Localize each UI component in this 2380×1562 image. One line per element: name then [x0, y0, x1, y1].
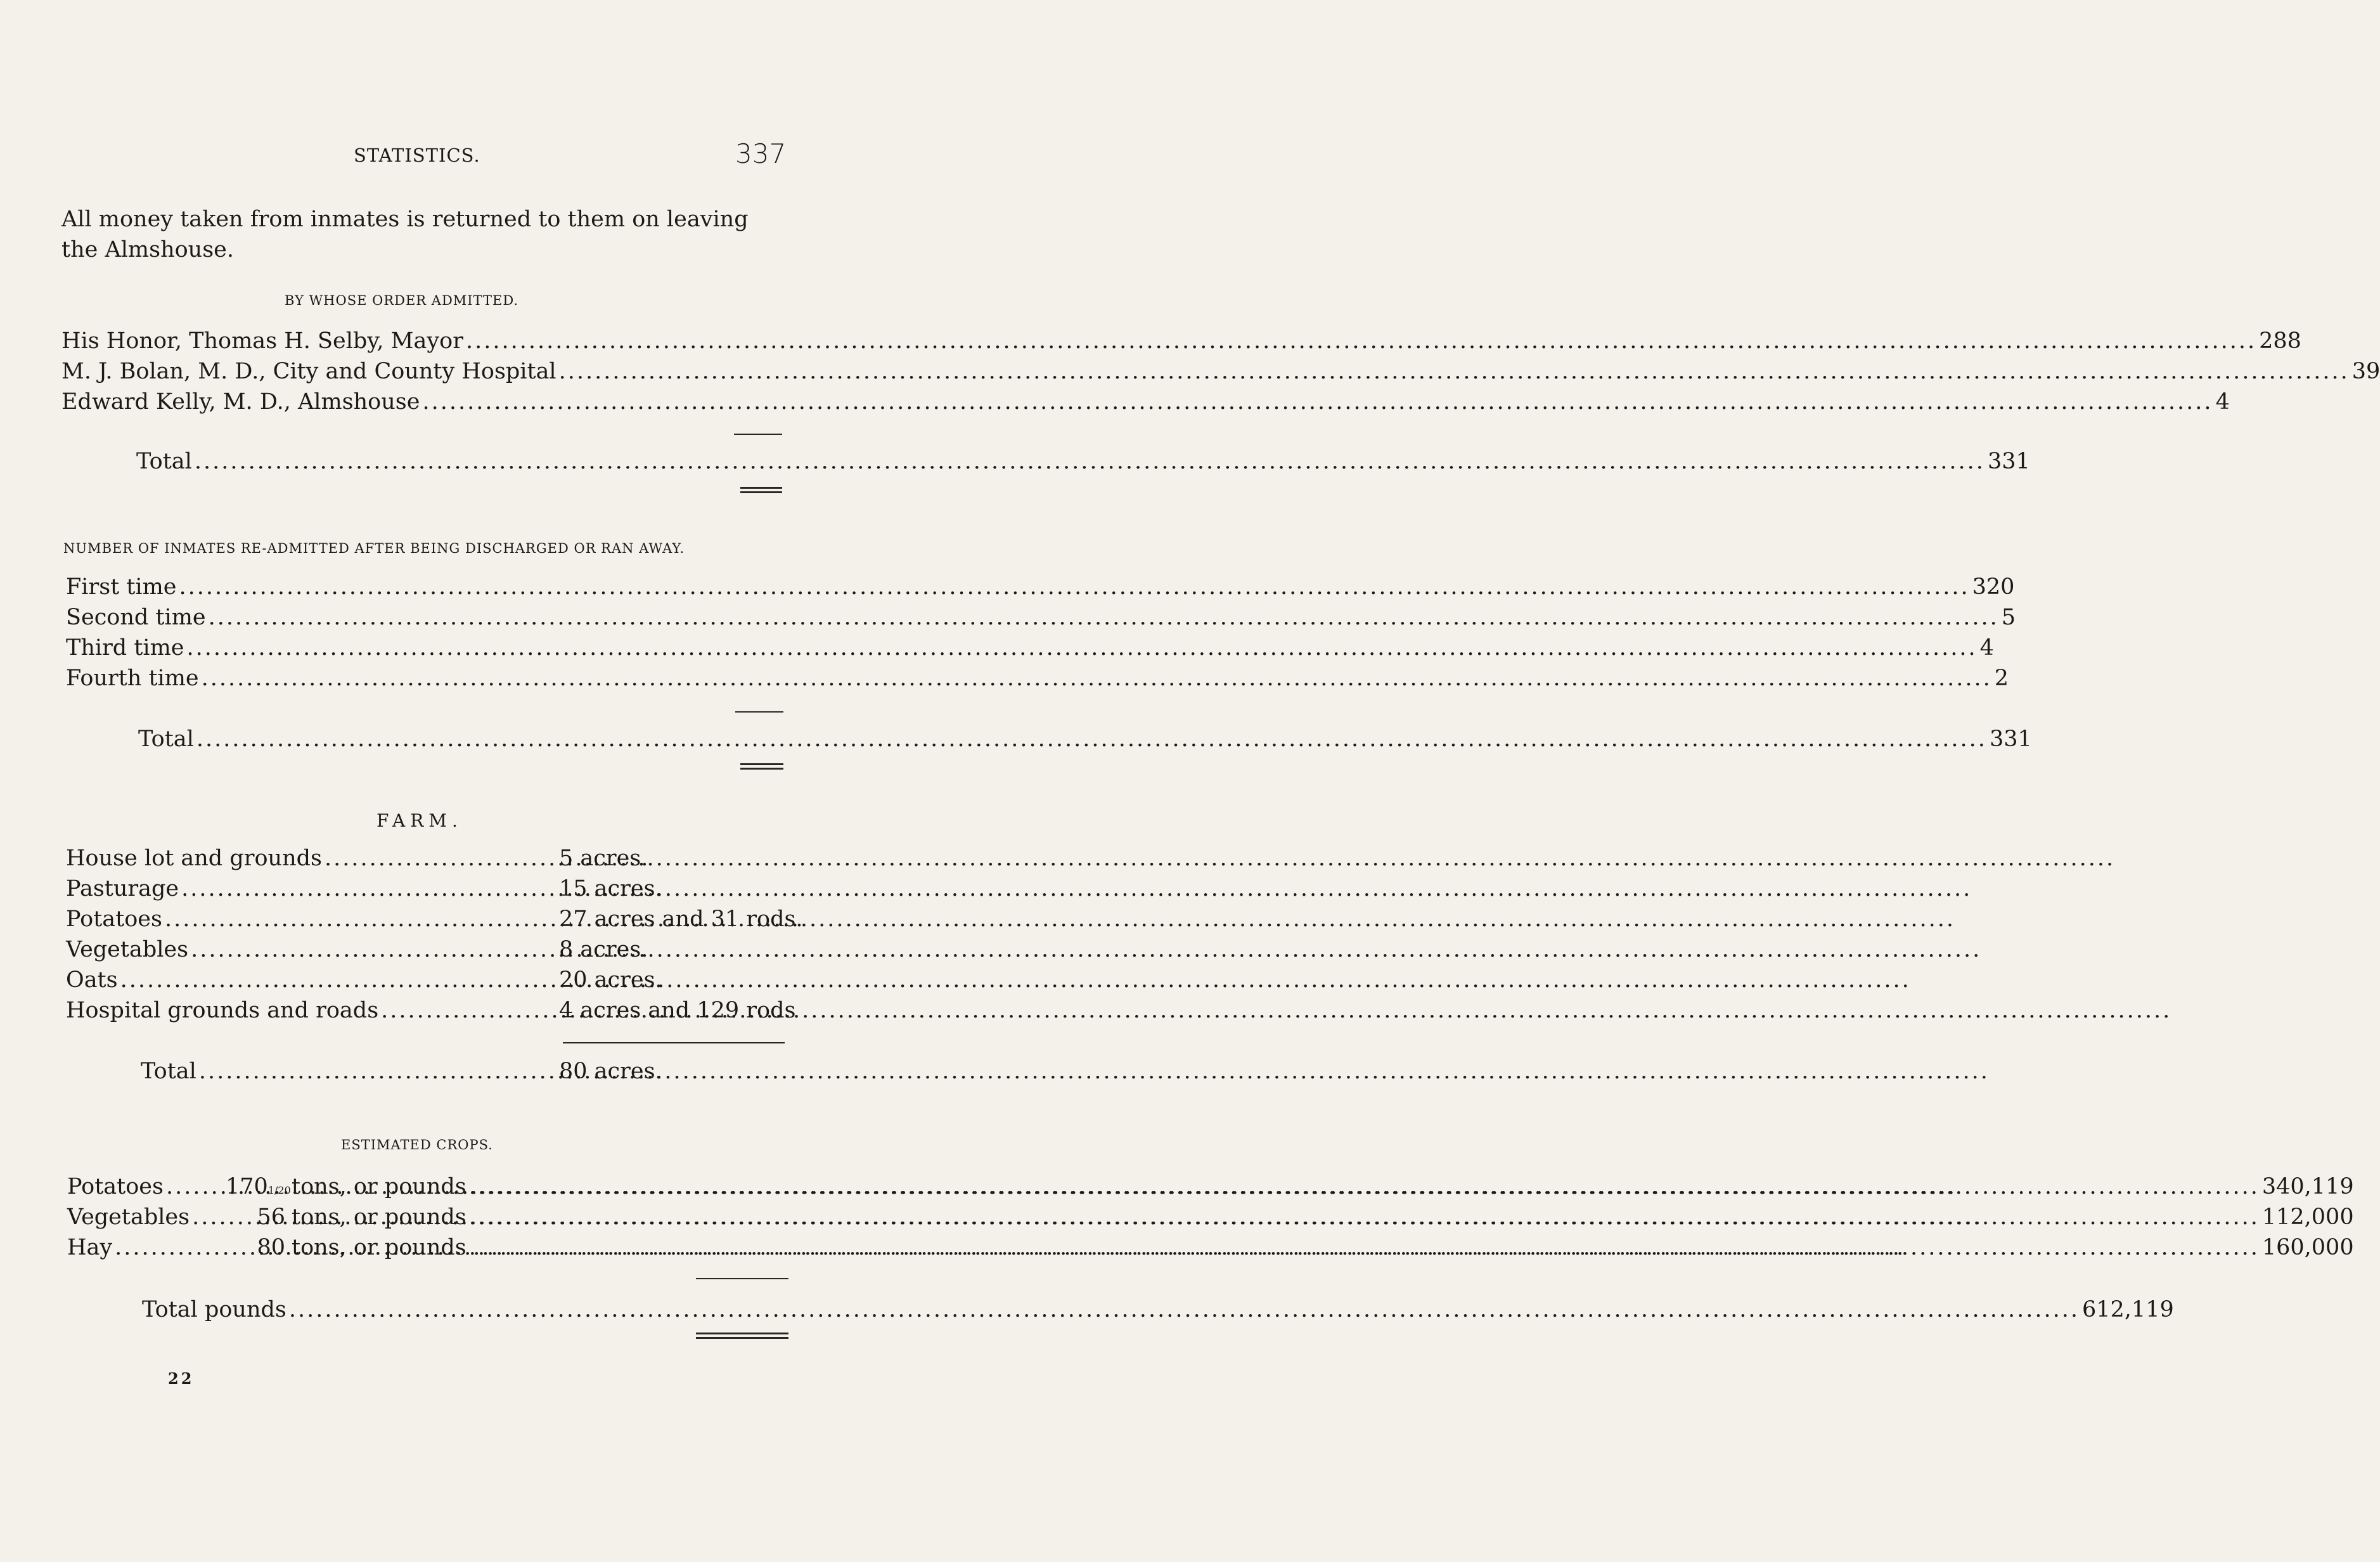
farm-total-label-group [141, 1059, 559, 1084]
farm-label: Oats [66, 967, 118, 993]
farm-section-title: FARM. [376, 810, 463, 831]
admitted-row [61, 359, 2380, 384]
readmitted-section-title: NUMBER OF INMATES RE-ADMITTED AFTER BEING DISCHARGED OR RAN AWAY. [63, 541, 685, 556]
crop-pounds: 112,000 [2261, 1204, 2354, 1230]
tons-value: 170 [226, 1174, 268, 1199]
farm-label: Hospital grounds and roads [66, 998, 379, 1023]
readmitted-row [66, 635, 1994, 661]
crop-unit: tons, or pounds [292, 1235, 466, 1260]
crop-unit: tons, or pounds [292, 1174, 466, 1199]
farm-label-group [66, 967, 559, 993]
leader-dots [289, 1297, 2080, 1322]
leader-dots [466, 328, 2256, 354]
farm-row [66, 967, 792, 993]
leader-dots [469, 1174, 2260, 1199]
total-label: Total [136, 449, 192, 474]
sum-rule [563, 1042, 785, 1043]
readmitted-label: Fourth time [66, 666, 199, 691]
crop-tons: 80 [257, 1235, 285, 1260]
sum-rule [735, 711, 783, 713]
intro-paragraph [61, 204, 784, 265]
farm-label-group [66, 876, 559, 901]
readmitted-row [66, 574, 2015, 600]
farm-label: Pasturage [66, 876, 179, 901]
admitted-value: 288 [2259, 328, 2301, 354]
crop-unit: tons, or pounds [292, 1204, 466, 1230]
leader-dots [165, 907, 1955, 932]
farm-label: House lot and grounds [66, 846, 322, 871]
crops-section-title: ESTIMATED CROPS. [341, 1137, 493, 1152]
farm-label-group [66, 937, 559, 962]
signature-mark: 22 [168, 1369, 195, 1388]
farm-row [66, 937, 792, 962]
leader-dots [209, 605, 1999, 630]
farm-label-group [66, 907, 559, 932]
leader-dots [191, 937, 1981, 962]
farm-value: 5 acres. [559, 846, 648, 871]
crop-label-group [67, 1235, 226, 1260]
farm-value: 27 acres and 31 rods. [559, 907, 803, 932]
leader-dots [469, 1204, 2260, 1230]
readmitted-value: 4 [1979, 635, 1994, 661]
total-value: 331 [1989, 726, 2032, 752]
farm-label: Vegetables [66, 937, 189, 962]
intro-line-2: the Almshouse. [61, 237, 235, 262]
admitted-label: M. J. Bolan, M. D., City and County Hospital [61, 359, 556, 384]
crop-label: Potatoes [67, 1174, 164, 1199]
total-label: Total pounds [142, 1297, 286, 1322]
leader-dots [120, 967, 1911, 993]
crop-unit-group [292, 1174, 2262, 1199]
crops-total-row [142, 1297, 2174, 1322]
crop-tons: 56 [257, 1204, 285, 1230]
crop-label: Vegetables [67, 1204, 190, 1230]
admitted-row [61, 328, 2301, 354]
double-rule [696, 1333, 788, 1334]
total-value: 331 [1987, 449, 2030, 474]
farm-row [66, 998, 796, 1023]
sum-rule [696, 1278, 788, 1279]
farm-total-row [141, 1059, 792, 1084]
readmitted-label: Third time [66, 635, 184, 661]
leader-dots [202, 666, 1992, 691]
intro-line-1: All money taken from inmates is returned to them on leaving [61, 207, 749, 232]
admitted-value: 39 [2351, 359, 2380, 384]
total-label: Total [138, 726, 194, 752]
crop-pounds: 160,000 [2261, 1235, 2354, 1260]
farm-value: 20 acres. [559, 967, 662, 993]
farm-label-group [66, 846, 559, 871]
leader-dots [179, 574, 1970, 600]
readmitted-label: First time [66, 574, 177, 600]
sum-rule [734, 434, 782, 435]
double-rule [740, 491, 782, 493]
crop-label: Hay [67, 1235, 113, 1260]
leader-dots [559, 359, 2350, 384]
farm-value: 15 acres. [559, 876, 662, 901]
crop-label-group [67, 1174, 226, 1199]
farm-row [66, 846, 792, 871]
crops-row [67, 1235, 2354, 1260]
leader-dots [195, 449, 1985, 474]
crops-row [67, 1174, 2354, 1199]
crop-label-group [67, 1204, 226, 1230]
leader-dots [196, 726, 1987, 752]
running-head: STATISTICS. [354, 145, 480, 166]
readmitted-label: Second time [66, 605, 206, 630]
crop-unit-group [292, 1235, 2262, 1260]
leader-dots [422, 389, 2213, 415]
admitted-value: 4 [2215, 389, 2230, 415]
admitted-total-row [136, 449, 2030, 474]
total-value: 80 acres. [559, 1059, 662, 1084]
admitted-label: Edward Kelly, M. D., Almshouse [61, 389, 420, 415]
admitted-row [61, 389, 2230, 415]
double-rule [740, 763, 783, 765]
farm-row [66, 876, 792, 901]
admitted-label: His Honor, Thomas H. Selby, Mayor [61, 328, 463, 354]
leader-dots [469, 1235, 2260, 1260]
total-value: 612,119 [2082, 1297, 2174, 1322]
crop-pounds: 340,119 [2261, 1174, 2354, 1199]
readmitted-row [66, 666, 2009, 691]
total-label: Total [141, 1059, 196, 1084]
crop-unit-group [292, 1204, 2262, 1230]
tons-fraction: 1/20 [267, 1184, 291, 1196]
double-rule [740, 487, 782, 489]
farm-row [66, 907, 803, 932]
double-rule [740, 768, 783, 770]
admitted-section-title: BY WHOSE ORDER ADMITTED. [285, 293, 519, 308]
page-number: 337 [735, 138, 787, 169]
farm-value: 8 acres. [559, 937, 648, 962]
crop-tons [226, 1174, 292, 1199]
farm-value: 4 acres and 129 rods [559, 998, 796, 1023]
readmitted-value: 5 [2001, 605, 2016, 630]
farm-label: Potatoes [66, 907, 162, 932]
farm-label-group [66, 998, 559, 1023]
leader-dots [181, 876, 1972, 901]
readmitted-total-row [138, 726, 2032, 752]
leader-dots [199, 1059, 1990, 1084]
readmitted-row [66, 605, 2016, 630]
crops-row [67, 1204, 2354, 1230]
double-rule [696, 1337, 788, 1339]
leader-dots [187, 635, 1978, 661]
readmitted-value: 320 [1972, 574, 2015, 600]
readmitted-value: 2 [1994, 666, 2009, 691]
